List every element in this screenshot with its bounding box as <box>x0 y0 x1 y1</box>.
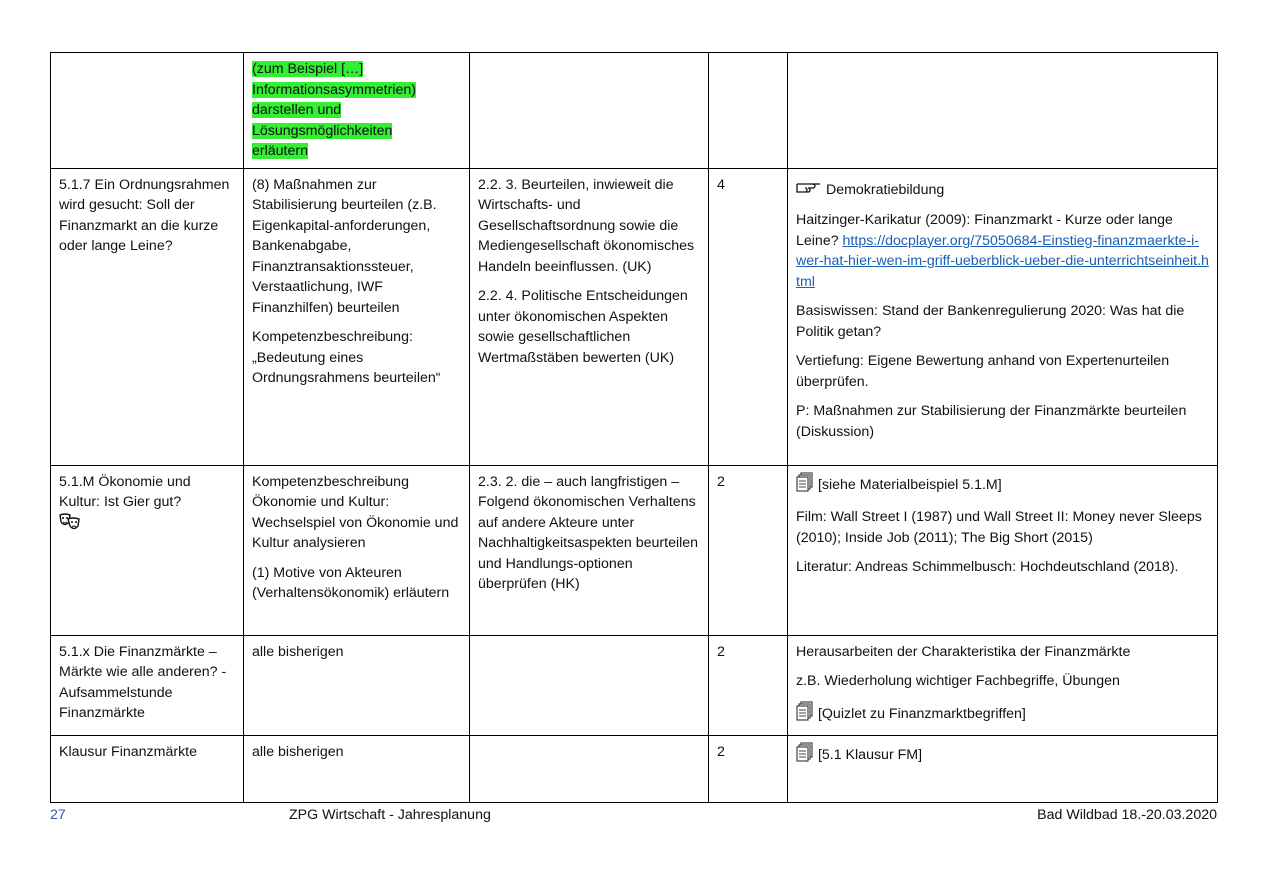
docplayer-link[interactable]: https://docplayer.org/75050684-Einstieg-finanzmaerkte-i-wer-hat-hier-wen-im-griff-ueberblick-ueber-die-unterrichtseinheit.html <box>796 232 1209 290</box>
competence-text: (1) Motive von Akteuren (Verhaltensökonomik) erläutern <box>252 564 450 601</box>
process-competence-cell <box>470 635 709 735</box>
material-text: z.B. Wiederholung wichtiger Fachbegriffe, Übungen <box>796 673 1120 689</box>
document-stack-icon <box>796 701 814 728</box>
competence-description: Kompetenzbeschreibung: „Bedeutung eines Ordnungsrahmens beurteilen“ <box>252 329 441 386</box>
material-label: [Quizlet zu Finanzmarktbegriffen] <box>817 705 1026 722</box>
highlighted-text: Informationsasymmetrien) <box>252 81 416 98</box>
material-label: [5.1 Klausur FM] <box>817 746 923 763</box>
materials-cell <box>788 735 1218 802</box>
materials-cell <box>788 168 1218 465</box>
hours-cell: 2 <box>709 735 788 802</box>
material-label: [siehe Materialbeispiel 5.1.M] <box>817 476 1002 493</box>
democracy-badge <box>796 179 1209 202</box>
material-text: Herausarbeiten der Charakteristika der Finanzmärkte <box>796 643 1131 660</box>
material-text: Vertiefung: Eigene Bewertung anhand von Expertenurteilen überprüfen. <box>796 353 1170 390</box>
table-row <box>51 53 1218 169</box>
footer-location-date: Bad Wildbad 18.-20.03.2020 <box>1037 807 1217 823</box>
hours-cell: 2 <box>709 465 788 635</box>
competence-description: Kompetenzbeschreibung Ökonomie und Kultur: Wechselspiel von Ökonomie und Kultur analysieren <box>252 473 459 551</box>
process-competence-cell: 2.3. 2. die – auch langfristigen – Folgend ökonomischen Verhaltens auf andere Akteure unter Nachhaltigkeitsaspekten beurteilen und Handlungs-optionen überprüfen (HK) <box>470 465 709 635</box>
topic-cell: 5.1.7 Ein Ordnungsrahmen wird gesucht: Soll der Finanzmarkt an die kurze oder lange Leine? <box>51 168 244 465</box>
document-stack-icon <box>796 472 814 499</box>
topic-cell <box>51 465 244 635</box>
hours-cell: 4 <box>709 168 788 465</box>
competence-text: (8) Maßnahmen zur Stabilisierung beurteilen (z.B. Eigenkapital-anforderungen, Bankenabgabe, Finanztransaktionssteuer, Verstaatlichung, IWF Finanzhilfen) beurteilen <box>252 176 437 316</box>
footer-title: ZPG Wirtschaft - Jahresplanung <box>289 807 491 823</box>
process-competence-cell <box>470 168 709 465</box>
material-link[interactable] <box>796 701 1209 728</box>
cartoon-reference: Haitzinger-Karikatur (2009): Finanzmarkt - Kurze oder lange Leine? <box>796 212 1173 249</box>
page-number: 27 <box>50 807 66 823</box>
badge-label: Demokratiebildung <box>825 181 945 198</box>
topic-cell: Klausur Finanzmärkte <box>51 735 244 802</box>
theater-masks-icon <box>59 513 81 536</box>
competence-cell: alle bisherigen <box>244 735 470 802</box>
highlighted-text: erläutern <box>252 143 308 159</box>
competence-cell <box>244 53 470 169</box>
topic-cell <box>51 53 244 169</box>
table-row <box>51 168 1218 465</box>
material-text <box>796 210 1209 292</box>
topic-title: 5.1.M Ökonomie und Kultur: Ist Gier gut? <box>59 473 191 510</box>
highlighted-text: (zum Beispiel […] <box>252 61 364 77</box>
pointing-hand-icon <box>796 179 822 202</box>
hours-cell <box>709 53 788 169</box>
material-link[interactable] <box>796 472 1209 499</box>
process-competence-cell <box>470 735 709 802</box>
competence-cell: alle bisherigen <box>244 635 470 735</box>
material-text: P: Maßnahmen zur Stabilisierung der Finanzmärkte beurteilen (Diskussion) <box>796 403 1187 440</box>
hours-cell: 2 <box>709 635 788 735</box>
process-competence-text: 2.2. 4. Politische Entscheidungen unter ökonomischen Aspekten sowie gesellschaftlichen Wertmaßstäben bewerten (UK) <box>478 288 688 366</box>
process-competence-text: 2.2. 3. Beurteilen, inwieweit die Wirtschafts- und Gesellschaftsordnung sowie die Mediengesellschaft ökonomisches Handeln beeinflussen. (UK) <box>478 176 695 275</box>
process-competence-cell <box>470 53 709 169</box>
materials-cell <box>788 53 1218 169</box>
materials-cell <box>788 635 1218 735</box>
materials-cell <box>788 465 1218 635</box>
competence-cell <box>244 465 470 635</box>
plan-table <box>50 52 1218 803</box>
table-row <box>51 465 1218 635</box>
material-text: Film: Wall Street I (1987) und Wall Street II: Money never Sleeps (2010); Inside Job (2011); The Big Short (2015) <box>796 509 1202 546</box>
table-row <box>51 735 1218 802</box>
material-text: Literatur: Andreas Schimmelbusch: Hochdeutschland (2018). <box>796 559 1179 575</box>
material-link[interactable] <box>796 742 1209 769</box>
topic-cell: 5.1.x Die Finanzmärkte – Märkte wie alle anderen? - Aufsammelstunde Finanzmärkte <box>51 635 244 735</box>
material-text: Basiswissen: Stand der Bankenregulierung 2020: Was hat die Politik getan? <box>796 303 1185 340</box>
highlighted-text: Lösungsmöglichkeiten <box>252 122 393 139</box>
table-row <box>51 635 1218 735</box>
document-stack-icon <box>796 742 814 769</box>
highlighted-text: darstellen und <box>252 102 342 118</box>
competence-cell <box>244 168 470 465</box>
